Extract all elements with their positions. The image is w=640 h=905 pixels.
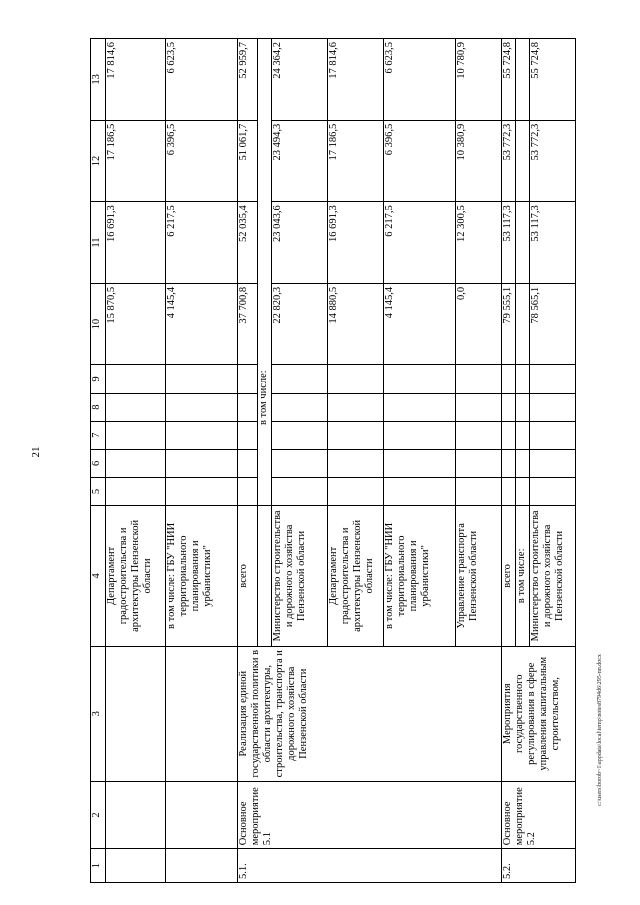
cell-value-12: 6 396,5 (384, 120, 456, 202)
col-header-9: 9 (91, 365, 106, 393)
table-row (106, 39, 166, 883)
cell-value-11 (516, 202, 530, 284)
cell-value-11: 23 043,6 (272, 202, 328, 284)
cell-value-13: 6 623,5 (384, 39, 456, 121)
col-header-13: 13 (91, 39, 106, 121)
file-path-footer: c:\users\borob~1\appdata\local\temp\notes8794d6\295-nn.docx (597, 654, 603, 806)
cell-value-11: 16 691,3 (106, 202, 166, 284)
cell-executor: всего (238, 506, 258, 647)
rotated-table-container (90, 38, 585, 883)
cell-value-11: 12 300,5 (456, 202, 502, 284)
cell-executor: Министерство строительства и дорожного хозяйства Пензенской области (530, 506, 576, 647)
cell-description: Мероприятия государственного регулирования в сфере управления капитальным строительством, (502, 646, 576, 781)
cell-value-11: 6 217,5 (166, 202, 238, 284)
col-header-10: 10 (91, 283, 106, 365)
col-header-11: 11 (91, 202, 106, 284)
cell-value-12 (516, 120, 530, 202)
col-header-3: 3 (91, 646, 106, 781)
cell-value-12: 10 380,9 (456, 120, 502, 202)
cell-including-label: в том числе: (258, 39, 272, 506)
cell-value-13: 55 724,8 (530, 39, 576, 121)
cell-executor: в том числе: ГБУ "НИИ территориального планирования и урбанистики" (166, 506, 238, 647)
col-header-2: 2 (91, 781, 106, 849)
col-header-12: 12 (91, 120, 106, 202)
cell-value-12: 17 186,5 (328, 120, 384, 202)
program-funding-table (90, 38, 576, 883)
cell-value-13 (516, 39, 530, 121)
cell-value-10: 15 870,5 (106, 283, 166, 365)
cell-activity (106, 781, 166, 849)
cell-executor: Управление транспорта Пензенской области (456, 506, 502, 647)
cell-value-12: 53 772,3 (530, 120, 576, 202)
cell-value-13: 24 364,2 (272, 39, 328, 121)
table-row (238, 39, 258, 883)
col-header-7: 7 (91, 421, 106, 449)
cell-executor: Департамент градостроительства и архитектуры Пензенской области (328, 506, 384, 647)
cell-executor: Департамент градостроительства и архитектуры Пензенской области (106, 506, 166, 647)
cell-description: Реализация единой государственной политики в области архитектуры, строительства, транспорта и дорожного хозяйства Пензенской области (238, 646, 502, 781)
page-number: 21 (30, 446, 42, 458)
cell-value-11: 53 117,3 (530, 202, 576, 284)
table-row (166, 39, 238, 883)
cell-description (106, 646, 166, 781)
cell-executor: всего (502, 506, 516, 647)
col-header-1: 1 (91, 849, 106, 883)
cell-value-13: 6 623,5 (166, 39, 238, 121)
cell-value-12: 17 186,5 (106, 120, 166, 202)
cell-value-13: 55 724,8 (502, 39, 516, 121)
cell-executor: в том числе: ГБУ "НИИ территориального планирования и урбанистики" (384, 506, 456, 647)
column-number-row (91, 39, 106, 883)
cell-value-11: 53 117,3 (502, 202, 516, 284)
cell-value-10: 37 700,8 (238, 283, 258, 365)
cell-value-12: 23 494,3 (272, 120, 328, 202)
cell-value-12: 53 772,3 (502, 120, 516, 202)
cell-executor: Министерство строительства и дорожного хозяйства Пензенской области (272, 506, 328, 647)
cell-value-12: 6 396,5 (166, 120, 238, 202)
cell-number: 5.1. (238, 849, 502, 883)
cell-value-12: 51 061,7 (238, 120, 258, 202)
cell-number: 5.2. (502, 849, 576, 883)
col-header-6: 6 (91, 449, 106, 477)
cell-value-10: 0,0 (456, 283, 502, 365)
cell-value-10: 14 880,5 (328, 283, 384, 365)
col-header-4: 4 (91, 506, 106, 647)
col-header-8: 8 (91, 393, 106, 421)
cell-value-10 (516, 283, 530, 365)
cell-value-10: 4 145,4 (166, 283, 238, 365)
cell-value-10: 79 555,1 (502, 283, 516, 365)
cell-activity: Основное мероприятие 5.1 (238, 781, 502, 849)
cell-activity: Основное мероприятие 5.2 (502, 781, 576, 849)
cell-executor: в том числе: (516, 506, 530, 647)
table-row (502, 39, 516, 883)
cell-value-10: 78 565,1 (530, 283, 576, 365)
cell-value-11: 6 217,5 (384, 202, 456, 284)
cell-value-13: 52 959,7 (238, 39, 258, 121)
cell-value-13: 17 814,6 (106, 39, 166, 121)
cell-value-11: 16 691,3 (328, 202, 384, 284)
cell-number (106, 849, 166, 883)
cell-value-11: 52 035,4 (238, 202, 258, 284)
cell-value-10: 4 145,4 (384, 283, 456, 365)
col-header-5: 5 (91, 477, 106, 505)
cell-value-10: 22 820,3 (272, 283, 328, 365)
cell-value-13: 17 814,6 (328, 39, 384, 121)
cell-value-13: 10 780,9 (456, 39, 502, 121)
